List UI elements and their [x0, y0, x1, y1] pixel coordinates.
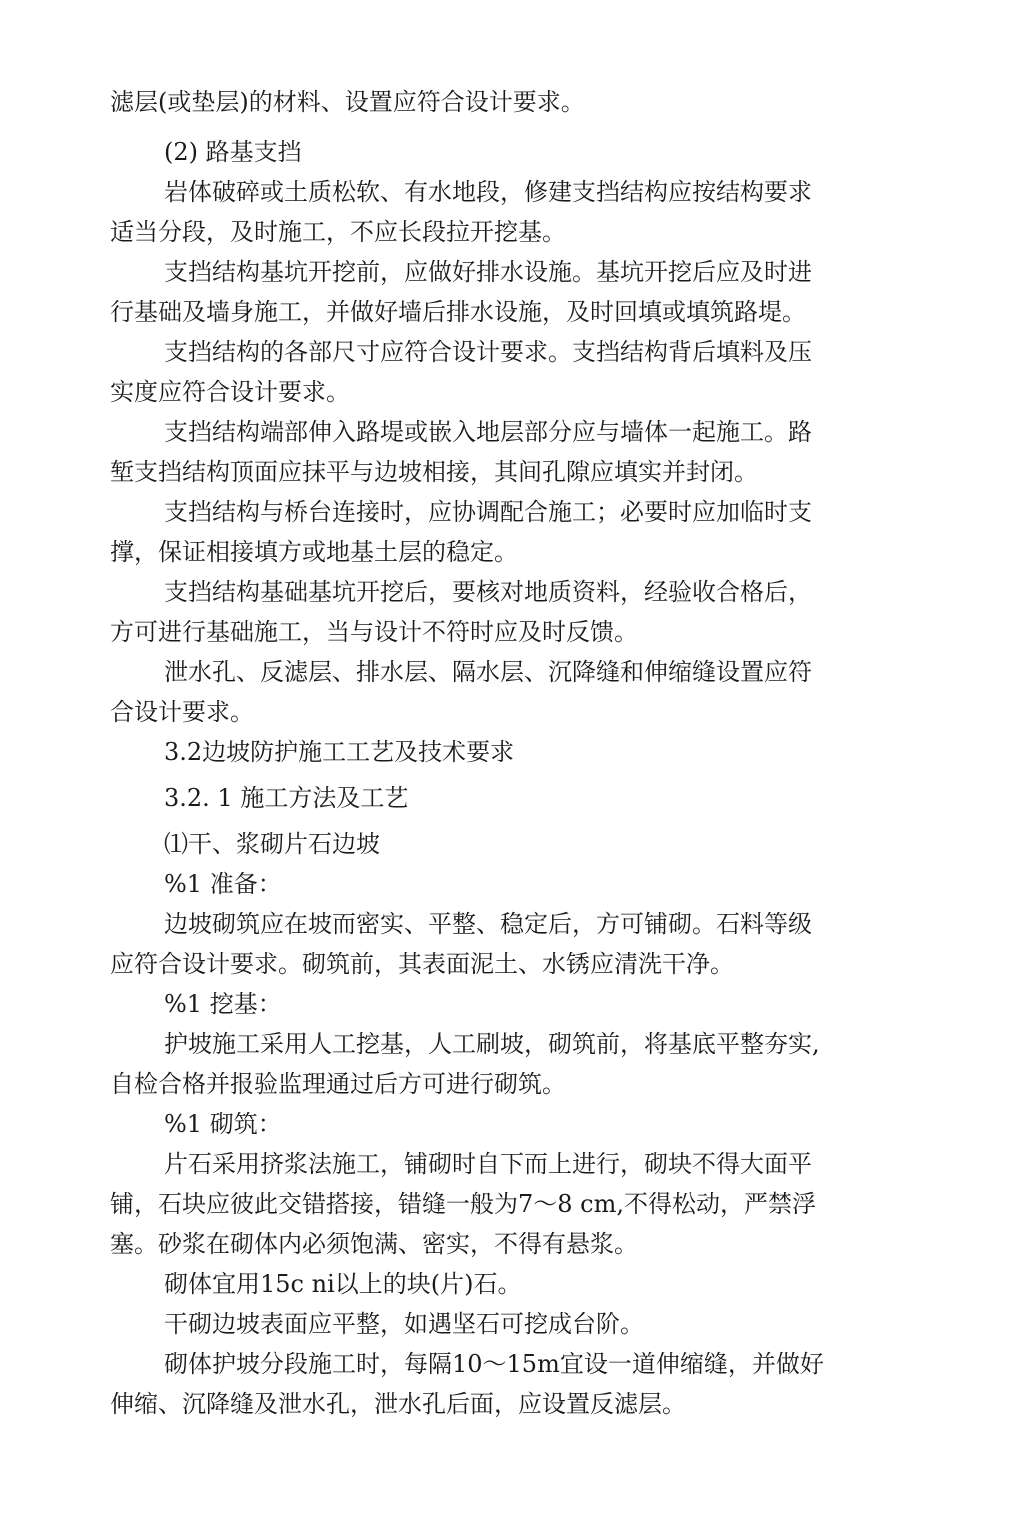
step-label: %1 挖基： — [164, 990, 282, 1018]
text-line: 砌体宜用15c ni以上的块(片)石。 — [164, 1270, 522, 1298]
text-line: 岩体破碎或土质松软、有水地段，修建支挡结构应按结构要求 — [164, 178, 812, 206]
text-line: 支挡结构与桥台连接时，应协调配合施工；必要时应加临时支 — [164, 498, 812, 526]
text-line: 铺，石块应彼此交错搭接，错缝一般为7～8 cm,不得松动，严禁浮 — [110, 1190, 816, 1218]
text-line: 方可进行基础施工，当与设计不符时应及时反馈。 — [110, 618, 638, 646]
text-line: 伸缩、沉降缝及泄水孔，泄水孔后面，应设置反滤层。 — [110, 1390, 686, 1418]
text-line: 支挡结构基础基坑开挖后，要核对地质资料，经验收合格后， — [164, 578, 812, 606]
document-body — [110, 82, 870, 1424]
text-line: 支挡结构的各部尺寸应符合设计要求。支挡结构背后填料及压 — [164, 338, 812, 366]
text-line: 自检合格并报验监理通过后方可进行砌筑。 — [110, 1070, 566, 1098]
text-line: 泄水孔、反滤层、排水层、隔水层、沉降缝和伸缩缝设置应符 — [164, 658, 812, 686]
text-line: 护坡施工采用人工挖基，人工刷坡，砌筑前，将基底平整夯实, — [164, 1030, 820, 1058]
step-label: %1 砌筑： — [164, 1110, 282, 1138]
text-line: 支挡结构基坑开挖前，应做好排水设施。基坑开挖后应及时进 — [164, 258, 812, 286]
text-line: 边坡砌筑应在坡而密实、平整、稳定后，方可铺砌。石料等级 — [164, 910, 812, 938]
text-line: 行基础及墙身施工，并做好墙后排水设施，及时回填或填筑路堤。 — [110, 298, 806, 326]
text-line: 塞。砂浆在砌体内必须饱满、密实，不得有悬浆。 — [110, 1230, 638, 1258]
step-label: %1 准备： — [164, 870, 282, 898]
text-line: 堑支挡结构顶面应抹平与边坡相接，其间孔隙应填实并封闭。 — [110, 458, 758, 486]
section-heading: 3.2边坡防护施工工艺及技术要求 — [164, 738, 515, 766]
text-line: 撑，保证相接填方或地基土层的稳定。 — [110, 538, 518, 566]
section-heading: (2) 路基支挡 — [164, 138, 302, 166]
text-line: 应符合设计要求。砌筑前，其表面泥土、水锈应清洗干净。 — [110, 950, 734, 978]
text-line: 砌体护坡分段施工时，每隔10～15m宜设一道伸缩缝，并做好 — [164, 1350, 824, 1378]
subsection-heading: 3.2. 1 施工方法及工艺 — [164, 784, 409, 812]
text-line: 片石采用挤浆法施工，铺砌时自下而上进行，砌块不得大面平 — [164, 1150, 812, 1178]
text-line: 支挡结构端部伸入路堤或嵌入地层部分应与墙体一起施工。路 — [164, 418, 812, 446]
text-line: 适当分段，及时施工，不应长段拉开挖基。 — [110, 218, 566, 246]
text-line: 实度应符合设计要求。 — [110, 378, 350, 406]
subsection-heading: ⑴干、浆砌片石边坡 — [164, 830, 380, 858]
text-line: 干砌边坡表面应平整，如遇坚石可挖成台阶。 — [164, 1310, 644, 1338]
text-line: 合设计要求。 — [110, 698, 254, 726]
text-line: 滤层(或垫层)的材料、设置应符合设计要求。 — [110, 88, 585, 116]
